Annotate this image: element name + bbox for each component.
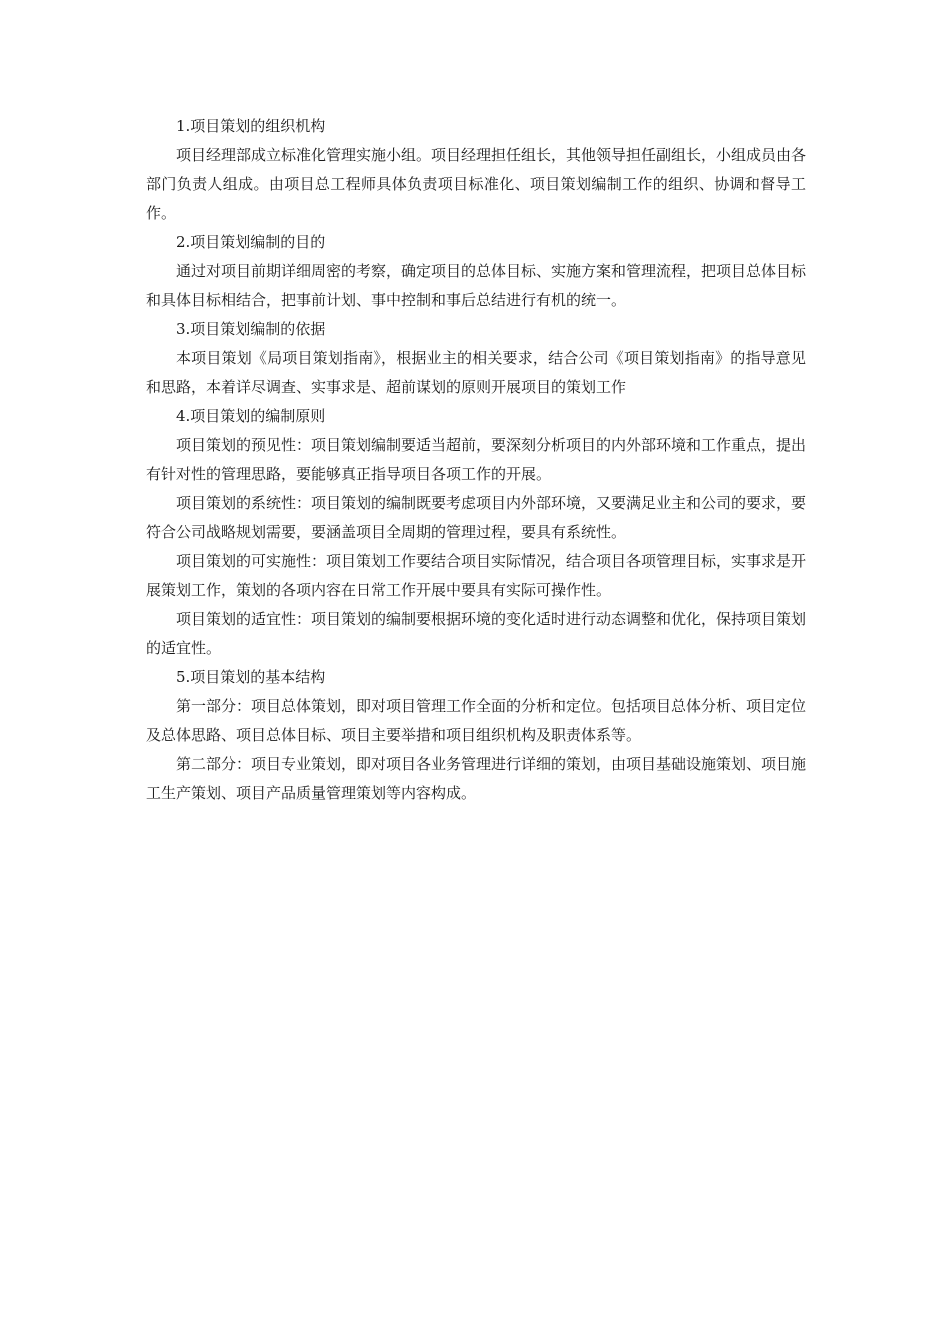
paragraph-basis: 本项目策划《局项目策划指南》，根据业主的相关要求，结合公司《项目策划指南》的指导意见和思路，本着详尽调查、实事求是、超前谋划的原则开展项目的策划工作: [146, 349, 806, 396]
paragraph-part-one: 第一部分：项目总体策划，即对项目管理工作全面的分析和定位。包括项目总体分析、项目定位及总体思路、项目总体目标、项目主要举措和项目组织机构及职责体系等。: [146, 697, 807, 744]
section-heading-4: 4.项目策划的编制原则: [176, 407, 326, 425]
paragraph-suitability: 项目策划的适宜性：项目策划的编制要根据环境的变化适时进行动态调整和优化，保持项目策划的适宜性。: [146, 610, 807, 657]
document-body: [146, 112, 806, 808]
paragraph-feasibility: 项目策划的可实施性：项目策划工作要结合项目实际情况，结合项目各项管理目标，实事求是开展策划工作，策划的各项内容在日常工作开展中要具有实际可操作性。: [146, 552, 807, 599]
paragraph-organization: 项目经理部成立标准化管理实施小组。项目经理担任组长，其他领导担任副组长，小组成员由各部门负责人组成。由项目总工程师具体负责项目标准化、项目策划编制工作的组织、协调和督导工作。: [146, 146, 807, 222]
paragraph-purpose: 通过对项目前期详细周密的考察，确定项目的总体目标、实施方案和管理流程，把项目总体目标和具体目标相结合，把事前计划、事中控制和事后总结进行有机的统一。: [146, 262, 807, 309]
section-heading-2: 2.项目策划编制的目的: [176, 233, 326, 251]
section-heading-5: 5.项目策划的基本结构: [176, 668, 326, 686]
paragraph-part-two: 第二部分：项目专业策划，即对项目各业务管理进行详细的策划，由项目基础设施策划、项目施工生产策划、项目产品质量管理策划等内容构成。: [146, 755, 807, 802]
section-heading-1: 1.项目策划的组织机构: [176, 117, 326, 135]
section-heading-3: 3.项目策划编制的依据: [176, 320, 326, 338]
paragraph-systematic: 项目策划的系统性：项目策划的编制既要考虑项目内外部环境，又要满足业主和公司的要求，要符合公司战略规划需要，要涵盖项目全周期的管理过程，要具有系统性。: [146, 494, 807, 541]
paragraph-foresight: 项目策划的预见性：项目策划编制要适当超前，要深刻分析项目的内外部环境和工作重点，提出有针对性的管理思路，要能够真正指导项目各项工作的开展。: [146, 436, 807, 483]
